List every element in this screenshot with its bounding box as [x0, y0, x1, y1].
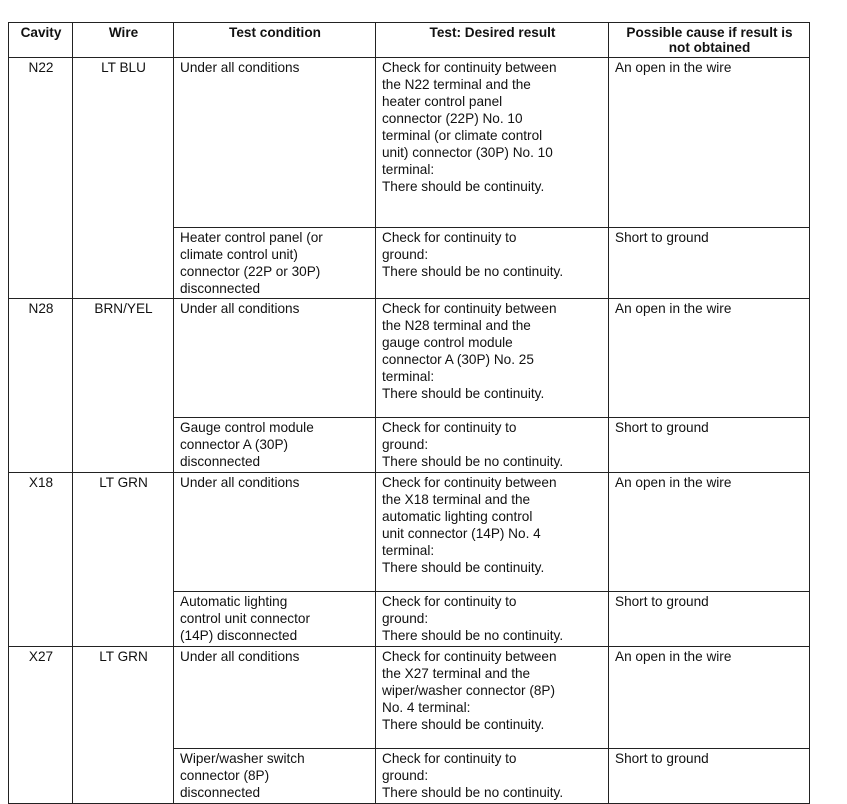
- cavity-cell: X18: [9, 473, 73, 647]
- desired-result-cell-line: No. 4 terminal:: [382, 700, 471, 715]
- test-condition-cell-line: (14P) disconnected: [180, 628, 298, 643]
- test-condition-cell-line: disconnected: [180, 785, 261, 800]
- possible-cause-cell: [609, 58, 810, 228]
- possible-cause-cell: [609, 749, 810, 804]
- desired-result-cell-line: terminal:: [382, 543, 435, 558]
- header-row: [9, 23, 810, 58]
- test-condition-cell-line: disconnected: [180, 281, 261, 296]
- possible-cause-cell: [609, 592, 810, 647]
- continuity-test-table: [8, 22, 810, 804]
- desired-result-cell-line: gauge control module: [382, 335, 513, 350]
- test-condition-cell-line: Wiper/washer switch: [180, 751, 305, 766]
- possible-cause-cell: [609, 418, 810, 473]
- desired-result-cell: [376, 749, 609, 804]
- possible-cause-cell-line: Short to ground: [615, 594, 709, 609]
- possible-cause-cell-line: An open in the wire: [615, 60, 732, 75]
- desired-result-cell-line: There should be no continuity.: [382, 264, 564, 279]
- header-possible-cause-line: Possible cause if result is: [626, 25, 793, 40]
- header-possible-cause-line: not obtained: [668, 40, 751, 55]
- table-row: [9, 647, 810, 749]
- test-condition-cell-line: disconnected: [180, 454, 261, 469]
- possible-cause-cell: [609, 299, 810, 418]
- test-condition-cell-line: connector A (30P): [180, 437, 289, 452]
- test-condition-cell-line: Heater control panel (or: [180, 230, 323, 245]
- desired-result-cell-line: unit) connector (30P) No. 10: [382, 145, 553, 160]
- cavity-cell: X27: [9, 647, 73, 804]
- wire-cell: BRN/YEL: [73, 299, 174, 473]
- test-condition-cell: [174, 228, 376, 299]
- desired-result-cell-line: Check for continuity to: [382, 594, 517, 609]
- wire-cell: LT GRN: [73, 473, 174, 647]
- header-wire: Wire: [73, 23, 174, 58]
- desired-result-cell-line: terminal:: [382, 162, 435, 177]
- desired-result-cell-line: terminal (or climate control: [382, 128, 543, 143]
- desired-result-cell: [376, 228, 609, 299]
- desired-result-cell-line: There should be continuity.: [382, 179, 545, 194]
- possible-cause-cell-line: An open in the wire: [615, 475, 732, 490]
- table-row: [9, 58, 810, 228]
- header-cavity: Cavity: [9, 23, 73, 58]
- desired-result-cell-line: unit connector (14P) No. 4: [382, 526, 541, 541]
- possible-cause-cell: [609, 228, 810, 299]
- test-condition-cell-line: Under all conditions: [180, 301, 300, 316]
- desired-result-cell-line: the X27 terminal and the: [382, 666, 531, 681]
- desired-result-cell-line: There should be continuity.: [382, 560, 545, 575]
- test-condition-cell: [174, 592, 376, 647]
- desired-result-cell-line: terminal:: [382, 369, 435, 384]
- test-condition-cell-line: Gauge control module: [180, 420, 314, 435]
- possible-cause-cell-line: Short to ground: [615, 420, 709, 435]
- desired-result-cell-line: the X18 terminal and the: [382, 492, 531, 507]
- possible-cause-cell-line: Short to ground: [615, 230, 709, 245]
- possible-cause-cell-line: An open in the wire: [615, 649, 732, 664]
- desired-result-cell-line: Check for continuity between: [382, 649, 557, 664]
- test-condition-cell-line: climate control unit): [180, 247, 298, 262]
- table-row: [9, 473, 810, 592]
- test-condition-cell: [174, 473, 376, 592]
- header-desired-result: Test: Desired result: [376, 23, 609, 58]
- table-row: [9, 299, 810, 418]
- test-condition-cell-line: connector (8P): [180, 768, 270, 783]
- desired-result-cell-line: Check for continuity to: [382, 751, 517, 766]
- test-condition-cell-line: Under all conditions: [180, 60, 300, 75]
- desired-result-cell-line: automatic lighting control: [382, 509, 533, 524]
- desired-result-cell-line: There should be continuity.: [382, 386, 545, 401]
- header-possible-cause: [609, 23, 810, 58]
- desired-result-cell-line: Check for continuity between: [382, 60, 557, 75]
- test-condition-cell: [174, 749, 376, 804]
- desired-result-cell-line: the N22 terminal and the: [382, 77, 531, 92]
- desired-result-cell-line: There should be no continuity.: [382, 785, 564, 800]
- possible-cause-cell: [609, 473, 810, 592]
- desired-result-cell-line: Check for continuity to: [382, 420, 517, 435]
- desired-result-cell-line: There should be no continuity.: [382, 628, 564, 643]
- desired-result-cell-line: wiper/washer connector (8P): [382, 683, 556, 698]
- desired-result-cell-line: ground:: [382, 611, 429, 626]
- test-condition-cell-line: Automatic lighting: [180, 594, 288, 609]
- desired-result-cell-line: ground:: [382, 437, 429, 452]
- desired-result-cell-line: There should be no continuity.: [382, 454, 564, 469]
- test-condition-cell-line: connector (22P or 30P): [180, 264, 321, 279]
- possible-cause-cell-line: Short to ground: [615, 751, 709, 766]
- test-condition-cell: [174, 418, 376, 473]
- cavity-cell: N28: [9, 299, 73, 473]
- possible-cause-cell: [609, 647, 810, 749]
- desired-result-cell-line: the N28 terminal and the: [382, 318, 531, 333]
- test-condition-cell: [174, 647, 376, 749]
- desired-result-cell-line: There should be continuity.: [382, 717, 545, 732]
- desired-result-cell: [376, 592, 609, 647]
- possible-cause-cell-line: An open in the wire: [615, 301, 732, 316]
- test-condition-cell-line: Under all conditions: [180, 649, 300, 664]
- desired-result-cell-line: Check for continuity between: [382, 475, 557, 490]
- desired-result-cell-line: connector A (30P) No. 25: [382, 352, 534, 367]
- test-condition-cell-line: control unit connector: [180, 611, 310, 626]
- table-body: [9, 58, 810, 804]
- desired-result-cell-line: ground:: [382, 247, 429, 262]
- test-condition-cell: [174, 58, 376, 228]
- desired-result-cell-line: Check for continuity to: [382, 230, 517, 245]
- desired-result-cell: [376, 299, 609, 418]
- desired-result-cell: [376, 473, 609, 592]
- desired-result-cell-line: ground:: [382, 768, 429, 783]
- desired-result-cell-line: heater control panel: [382, 94, 503, 109]
- test-condition-cell-line: Under all conditions: [180, 475, 300, 490]
- cavity-cell: N22: [9, 58, 73, 299]
- wire-cell: LT BLU: [73, 58, 174, 299]
- desired-result-cell: [376, 418, 609, 473]
- desired-result-cell-line: Check for continuity between: [382, 301, 557, 316]
- desired-result-cell: [376, 58, 609, 228]
- wire-cell: LT GRN: [73, 647, 174, 804]
- desired-result-cell: [376, 647, 609, 749]
- test-condition-cell: [174, 299, 376, 418]
- header-test-condition: Test condition: [174, 23, 376, 58]
- desired-result-cell-line: connector (22P) No. 10: [382, 111, 523, 126]
